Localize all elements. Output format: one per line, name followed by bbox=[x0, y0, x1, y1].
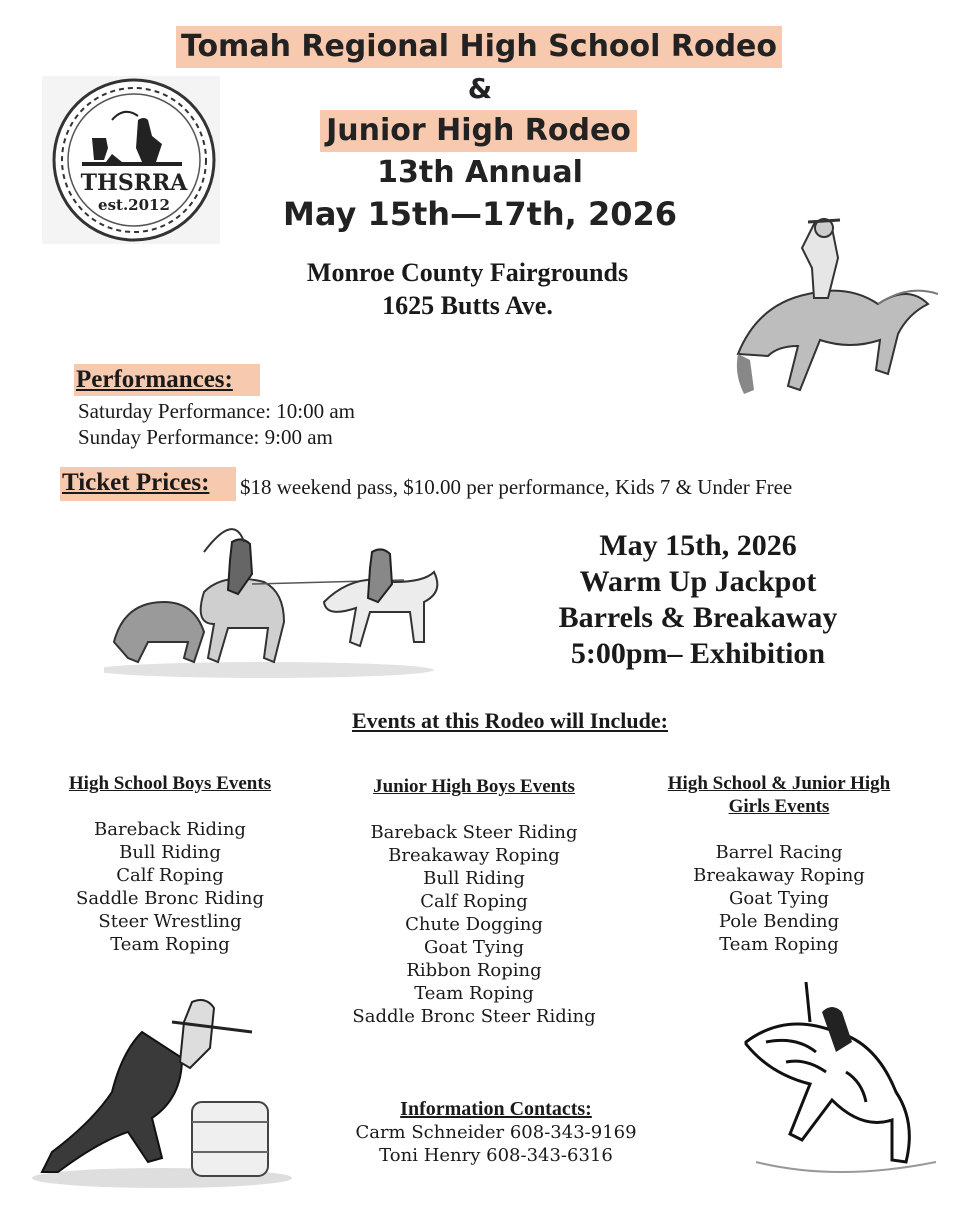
ticket-prices-text: $18 weekend pass, $10.00 per performance, Kids 7 & Under Free bbox=[240, 475, 793, 499]
title-line-1: Tomah Regional High School Rodeo bbox=[176, 26, 782, 68]
performance-sunday: Sunday Performance: 9:00 am bbox=[78, 425, 333, 449]
logo-text: THSRRA bbox=[80, 170, 188, 196]
column-junior-high-boys bbox=[344, 775, 604, 1028]
list-item: Breakaway Roping bbox=[693, 865, 865, 886]
list-item: Barrel Racing bbox=[715, 842, 843, 863]
contact-item: Toni Henry 608-343-6316 bbox=[379, 1145, 613, 1166]
contacts-label: Information Contacts: bbox=[400, 1098, 592, 1120]
ticket-prices-label: Ticket Prices: bbox=[60, 467, 236, 501]
list-item: Ribbon Roping bbox=[406, 960, 542, 981]
list-item: Goat Tying bbox=[424, 937, 524, 958]
list-item: Bareback Riding bbox=[94, 819, 246, 840]
jackpot-events: Barrels & Breakaway bbox=[558, 601, 838, 634]
column-heading-line-1: High School & Junior High bbox=[667, 773, 891, 794]
column-heading-line-2: Girls Events bbox=[728, 796, 830, 817]
bronc-rider-illustration bbox=[728, 214, 938, 434]
list-item: Calf Roping bbox=[420, 891, 528, 912]
column-heading: High School Boys Events bbox=[68, 773, 272, 794]
list-item: Saddle Bronc Steer Riding bbox=[352, 1006, 596, 1027]
contacts-list bbox=[320, 1121, 672, 1167]
thsrra-logo bbox=[42, 76, 220, 244]
performances-label: Performances: bbox=[74, 364, 260, 396]
column-girls-events bbox=[640, 772, 918, 956]
annual-label: 13th Annual bbox=[377, 155, 583, 190]
list-item: Team Roping bbox=[414, 983, 534, 1004]
list-item: Pole Bending bbox=[718, 911, 840, 932]
title-line-2: Junior High Rodeo bbox=[320, 110, 637, 152]
team-roping-illustration bbox=[104, 522, 448, 682]
jackpot-title: Warm Up Jackpot bbox=[579, 565, 817, 598]
list-item: Team Roping bbox=[719, 934, 839, 955]
list-item: Saddle Bronc Riding bbox=[75, 888, 264, 909]
jackpot-time: 5:00pm– Exhibition bbox=[570, 637, 826, 670]
list-item: Bull Riding bbox=[119, 842, 221, 863]
performance-saturday: Saturday Performance: 10:00 am bbox=[78, 399, 355, 423]
venue-name: Monroe County Fairgrounds bbox=[306, 258, 629, 287]
barrel-racer-illustration bbox=[22, 992, 292, 1192]
events-heading: Events at this Rodeo will Include: bbox=[352, 708, 668, 733]
list-item: Team Roping bbox=[110, 934, 230, 955]
event-dates: May 15th—17th, 2026 bbox=[282, 195, 678, 233]
list-item: Bull Riding bbox=[423, 868, 525, 889]
list-item: Breakaway Roping bbox=[388, 845, 560, 866]
title-ampersand: & bbox=[467, 72, 493, 105]
list-item: Steer Wrestling bbox=[98, 911, 242, 932]
list-item: Chute Dogging bbox=[405, 914, 543, 935]
logo-est: est.2012 bbox=[98, 196, 170, 214]
jackpot-date: May 15th, 2026 bbox=[599, 529, 797, 562]
list-item: Calf Roping bbox=[116, 865, 224, 886]
column-heading: Junior High Boys Events bbox=[373, 776, 575, 797]
list-item: Bareback Steer Riding bbox=[370, 822, 578, 843]
list-item: Goat Tying bbox=[729, 888, 829, 909]
bull-rider-illustration bbox=[726, 982, 956, 1202]
venue-address: 1625 Butts Ave. bbox=[382, 291, 553, 320]
contact-item: Carm Schneider 608-343-9169 bbox=[355, 1122, 637, 1143]
column-high-school-boys bbox=[40, 772, 300, 956]
